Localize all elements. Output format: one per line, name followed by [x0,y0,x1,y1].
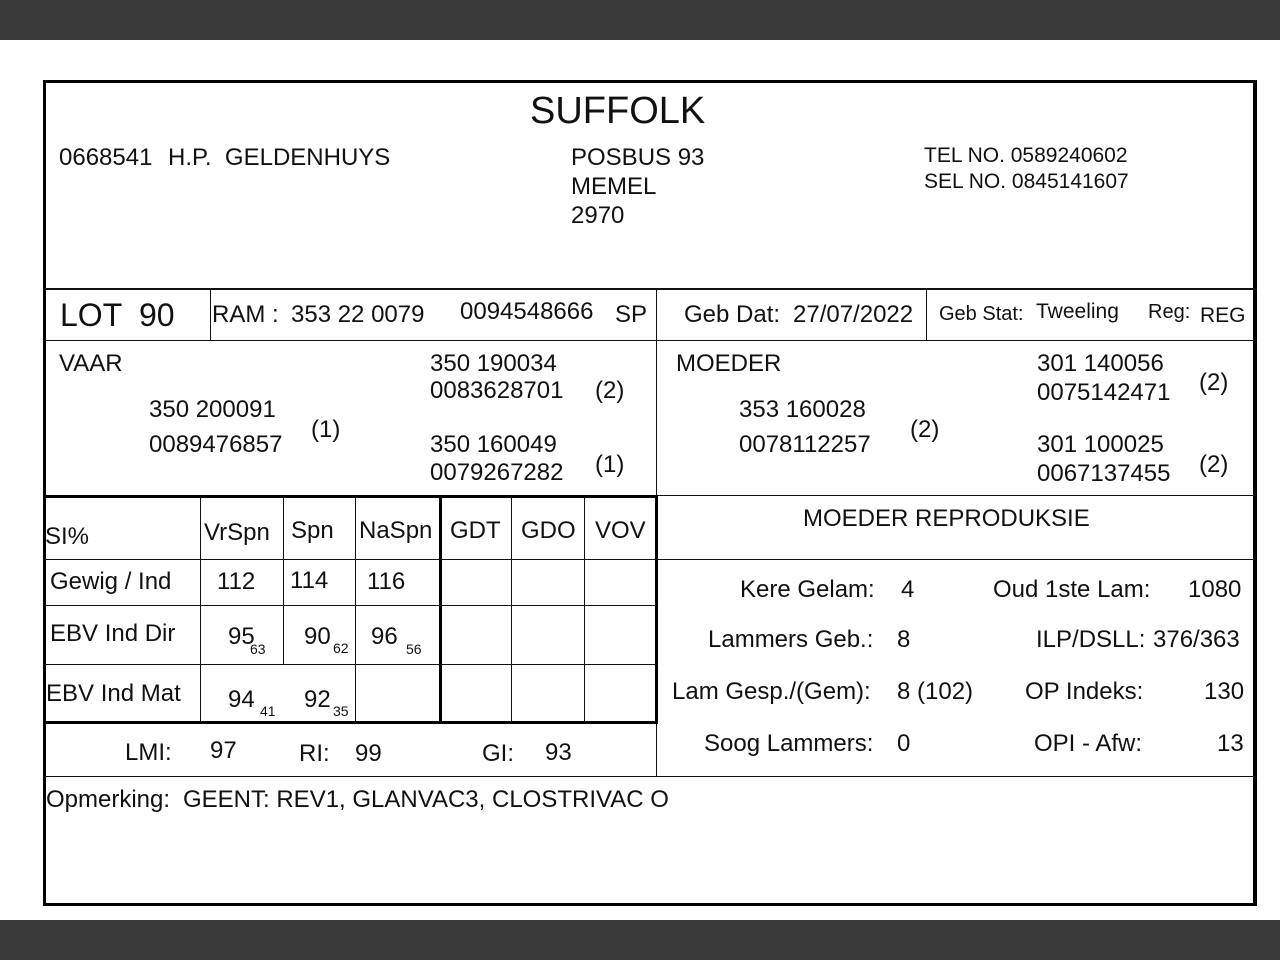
dam-dam-tag: (2) [1199,451,1229,478]
dam-reg-no: 0078112257 [739,431,871,458]
perf-table-group-divider [439,495,442,724]
ilp-value: 376/363 [1153,626,1240,653]
dir-vrspn: 95 [228,623,255,650]
opi-value: 13 [1217,730,1244,757]
op-label: OP Indeks: [1025,678,1144,705]
row-label-ebv-mat: EBV Ind Mat [46,680,181,707]
perf-col-divider-4 [511,498,512,721]
remarks-text: GEENT: REV1, GLANVAC3, CLOSTRIVAC O [183,786,669,813]
mat-spn: 92 [304,686,331,713]
sire-dam-reg-no: 0079267282 [430,459,564,486]
border-top [43,80,1257,83]
perf-row-divider-2 [43,605,657,606]
perf-col-divider-1 [200,498,201,721]
sire-sire-tag: (2) [595,377,625,404]
gewig-spn: 114 [290,567,329,594]
perf-col-divider-2 [283,498,284,664]
ri-value: 99 [355,740,382,767]
repro-title: MOEDER REPRODUKSIE [803,505,1090,532]
dam-dam-reg-no: 0067137455 [1037,460,1171,487]
sire-dam-tag: (1) [595,451,625,478]
sire-reg-no: 0089476857 [149,431,283,458]
border-bottom [43,903,1257,906]
gewig-vrspn: 112 [217,568,256,595]
perf-table-top [43,495,658,498]
tel-number: TEL NO. 0589240602 [924,144,1128,167]
divider-repro-title [656,559,1256,560]
gesp-label: Lam Gesp./(Gem): [672,678,871,705]
perf-table-right [655,495,658,724]
divider-remarks [43,776,1257,777]
dam-label: MOEDER [676,350,782,377]
border-right [1253,80,1257,906]
lot-number: 90 [139,297,175,333]
birth-status-label: Geb Stat: [939,303,1024,325]
col-header-naspn: NaSpn [359,517,433,544]
ri-label: RI: [299,740,330,767]
breed-title: SUFFOLK [530,90,706,132]
lammers-value: 8 [897,626,911,653]
row-label-ebv-dir: EBV Ind Dir [50,620,176,647]
dir-naspn: 96 [371,623,398,650]
soog-value: 0 [897,730,911,757]
col-header-gdo: GDO [521,517,576,544]
divider-ram-birth [656,290,657,340]
dam-sire-id: 301 140056 [1037,350,1164,377]
perf-row-divider-3 [43,664,657,665]
sire-sire-reg-no: 0083628701 [430,377,564,404]
reg-value: REG [1200,304,1246,327]
col-header-spn: Spn [291,517,334,544]
dam-tag: (2) [910,416,940,443]
lot-label: LOT [60,297,123,333]
ram-code: SP [615,301,648,328]
dam-dam-id: 301 100025 [1037,431,1164,458]
divider-lot-top [43,288,1257,290]
gi-label: GI: [482,740,515,767]
divider-lot-ram [210,290,211,340]
dam-id: 353 160028 [739,396,866,423]
dam-sire-reg-no: 0075142471 [1037,379,1171,406]
divider-lot-bottom [43,340,1257,341]
ram-label: RAM : [212,301,279,328]
opi-label: OPI - Afw: [1034,730,1143,757]
ilp-label: ILP/DSLL: [1036,626,1146,653]
dir-spn: 90 [304,623,331,650]
si-label: SI% [45,523,90,550]
owner-id: 0668541 [59,144,153,171]
lmi-value: 97 [210,737,237,764]
address-line1: POSBUS 93 [571,144,705,171]
sel-number: SEL NO. 0845141607 [924,170,1129,193]
perf-col-divider-5 [584,498,585,721]
perf-table-bottom [43,721,658,724]
col-header-gdt: GDT [450,517,501,544]
address-line3: 2970 [571,202,625,229]
border-left [43,80,46,906]
oud-value: 1080 [1188,576,1242,603]
birth-status: Tweeling [1036,300,1119,323]
remarks-label: Opmerking: [46,786,171,813]
dir-vrspn-sub: 63 [250,641,266,657]
sire-dam-id: 350 160049 [430,431,557,458]
sire-sire-id: 350 190034 [430,350,557,377]
op-value: 130 [1204,678,1245,705]
address-line2: MEMEL [571,173,657,200]
divider-birth-status [926,290,927,340]
ram-reg-no: 0094548666 [460,298,594,325]
ram-id: 353 22 0079 [291,301,425,328]
divider-pedigree-right [656,495,1256,496]
owner-name: H.P. GELDENHUYS [168,144,391,171]
lammers-label: Lammers Geb.: [708,626,874,653]
birth-date: 27/07/2022 [793,301,914,328]
dam-sire-tag: (2) [1199,369,1229,396]
row-label-gewig: Gewig / Ind [50,568,172,595]
birth-date-label: Geb Dat: [684,301,781,328]
soog-label: Soog Lammers: [704,730,874,757]
perf-row-divider-1 [43,559,657,560]
perf-col-divider-3 [355,498,356,721]
mat-vrspn: 94 [228,686,255,713]
dir-naspn-sub: 56 [406,641,422,657]
kere-label: Kere Gelam: [740,576,875,603]
gi-value: 93 [545,739,572,766]
gesp-value: 8 (102) [897,678,974,705]
lmi-label: LMI: [125,739,172,766]
reg-label: Reg: [1148,301,1191,323]
sire-id: 350 200091 [149,396,276,423]
mat-spn-sub: 35 [333,703,349,719]
mat-vrspn-sub: 41 [260,703,276,719]
oud-label: Oud 1ste Lam: [993,576,1151,603]
sire-tag: (1) [311,416,341,443]
gewig-naspn: 116 [367,568,406,595]
kere-value: 4 [901,576,915,603]
dir-spn-sub: 62 [333,640,349,656]
col-header-vov: VOV [595,517,646,544]
sire-label: VAAR [59,350,123,377]
col-header-vrspn: VrSpn [204,519,270,546]
